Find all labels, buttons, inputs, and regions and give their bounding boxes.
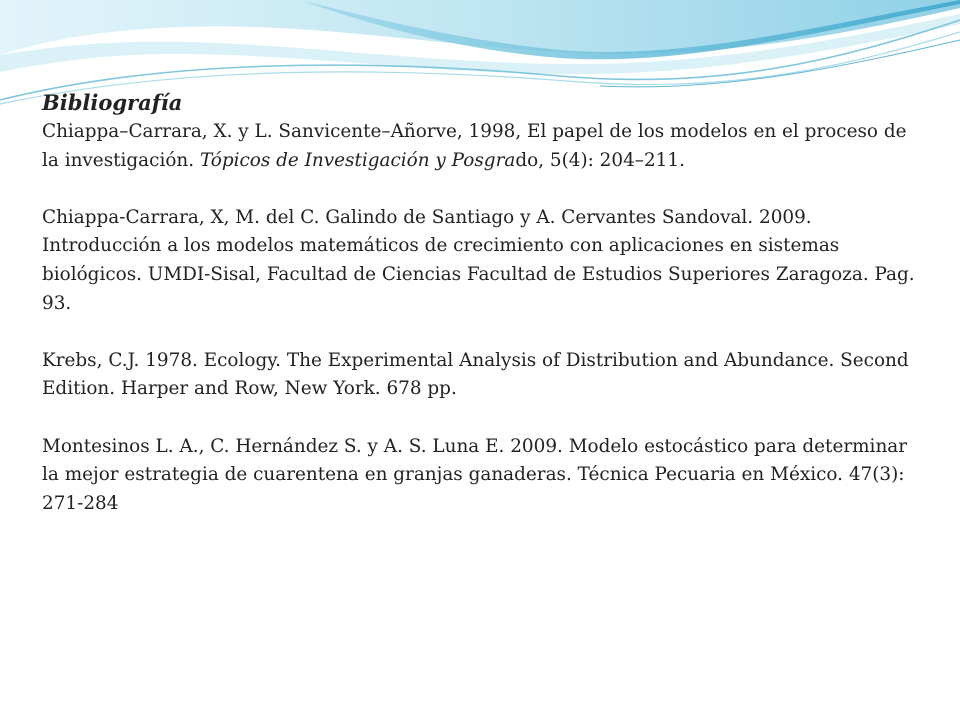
reference-item: Chiappa-Carrara, X, M. del C. Galindo de Santiago y A. Cervantes Sandoval. 2009. Introducción a los modelos matemáticos de crecimiento con aplicaciones en sistemas biológicos. UMDI-Sisal, Facultad de Ciencias Facultad de Estudios Superiores Zaragoza. Pag. 93. (42, 206, 915, 314)
bibliography-content (42, 88, 922, 518)
reference-item: Montesinos L. A., C. Hernández S. y A. S. Luna E. 2009. Modelo estocástico para determinar la mejor estrategia de cuarentena en granjas ganaderas. Técnica Pecuaria en México. 47(3): 271-284 (42, 435, 908, 514)
reference-item: Chiappa–Carrara, X. y L. Sanvicente–Añorve, 1998, El papel de los modelos en el proceso de la investigación. Tópicos de Investigación y Posgrado, 5(4): 204–211. (42, 121, 907, 171)
reference-item: Krebs, C.J. 1978. Ecology. The Experimental Analysis of Distribution and Abundance. Second Edition. Harper and Row, New York. 678 pp. (42, 349, 909, 400)
bibliography-heading: Bibliografía (42, 90, 183, 115)
